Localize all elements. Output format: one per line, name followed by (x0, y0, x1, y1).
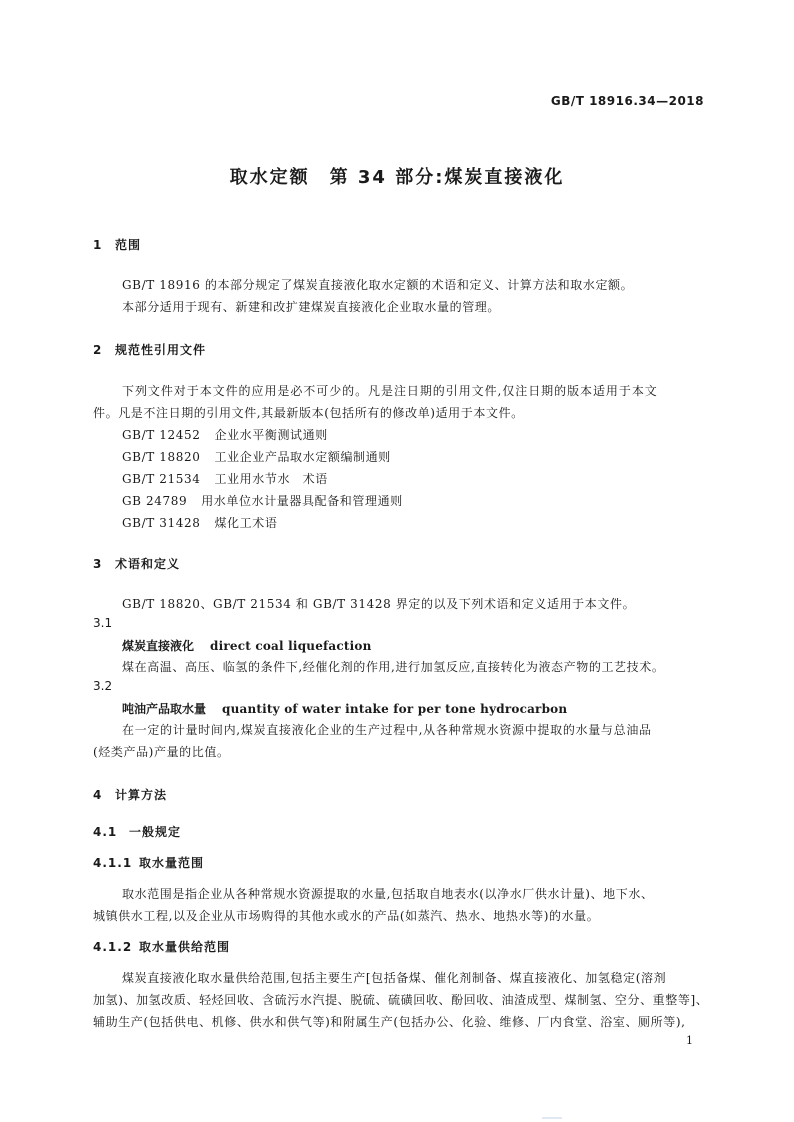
section-title: 规范性引用文件 (115, 343, 207, 357)
reference-title: 煤化工术语 (214, 516, 278, 530)
section-number: 2 (93, 343, 103, 357)
section-title: 术语和定义 (115, 557, 181, 571)
term-chinese: 煤炭直接液化 (122, 639, 195, 653)
subsection-4-1-heading (93, 823, 181, 840)
standard-number: GB/T 18916.34—2018 (550, 94, 704, 108)
reference-code: GB/T 12452 (122, 428, 201, 442)
subsection-4-1-1-heading (93, 854, 204, 871)
reference-title: 工业用水节水 术语 (214, 472, 328, 486)
page-number: 1 (686, 1034, 693, 1047)
reference-code: GB 24789 (122, 494, 188, 508)
paragraph-line: 煤炭直接液化取水量供给范围,包括主要生产[包括备煤、催化剂制备、煤直接液化、加氢稳定(溶剂 (122, 971, 667, 985)
section-number: 4 (93, 788, 103, 802)
section-4-heading (93, 786, 167, 803)
reference-title: 用水单位水计量器具配备和管理通则 (201, 494, 403, 508)
paragraph-line: 取水范围是指企业从各种常规水资源提取的水量,包括取自地表水(以净水厂供水计量)、地下水、 (122, 887, 654, 901)
subsection-title: 取水量范围 (139, 856, 205, 870)
paragraph-line: 辅助生产(包括供电、机修、供水和供气等)和附属生产(包括办公、化验、维修、厂内食堂、浴室、厕所等), (93, 1015, 686, 1029)
paragraph-line: 下列文件对于本文件的应用是必不可少的。凡是注日期的引用文件,仅注日期的版本适用于本文 (122, 384, 658, 398)
section-3-heading (93, 555, 180, 572)
normative-reference (122, 492, 403, 509)
section-number: 3 (93, 557, 103, 571)
section-title: 计算方法 (115, 788, 168, 802)
normative-reference (122, 514, 277, 531)
term-heading (122, 700, 567, 717)
paragraph-line: 加氢)、加氢改质、轻烃回收、含硫污水汽提、脱硫、硫磺回收、酚回收、油渣成型、煤制氢、空分、重整等]、 (93, 993, 709, 1007)
term-number: 3.2 (93, 679, 113, 693)
section-number: 1 (93, 238, 103, 252)
subsection-number: 4.1.2 (93, 940, 133, 954)
section-title: 范围 (115, 238, 142, 252)
reference-title: 工业企业产品取水定额编制通则 (214, 450, 391, 464)
subsection-4-1-2-heading (93, 938, 230, 955)
paragraph-line: 城镇供水工程,以及企业从市场购得的其他水或水的产品(如蒸汽、热水、地热水等)的水量。 (93, 909, 600, 923)
subsection-number: 4.1 (93, 825, 118, 839)
subsection-number: 4.1.1 (93, 856, 133, 870)
normative-reference (122, 470, 328, 487)
reference-code: GB/T 21534 (122, 472, 201, 486)
section-2-heading (93, 341, 206, 358)
reference-title: 企业水平衡测试通则 (214, 428, 328, 442)
paragraph: GB/T 18820、GB/T 21534 和 GB/T 31428 界定的以及下列术语和定义适用于本文件。 (122, 597, 636, 611)
document-title: 取水定额 第 34 部分:煤炭直接液化 (229, 167, 565, 188)
term-english: direct coal liquefaction (210, 639, 372, 653)
term-definition: 在一定的计量时间内,煤炭直接液化企业的生产过程中,从各种常规水资源中提取的水量与总油品 (122, 723, 652, 737)
normative-reference (122, 426, 328, 443)
footer-divider (542, 1117, 562, 1119)
term-definition: (烃类产品)产量的比值。 (93, 745, 230, 759)
term-number: 3.1 (93, 616, 113, 630)
section-1-heading (93, 236, 141, 253)
reference-code: GB/T 31428 (122, 516, 201, 530)
term-chinese: 吨油产品取水量 (122, 702, 207, 716)
term-definition: 煤在高温、高压、临氢的条件下,经催化剂的作用,进行加氢反应,直接转化为液态产物的工艺技术。 (122, 660, 665, 674)
paragraph: GB/T 18916 的本部分规定了煤炭直接液化取水定额的术语和定义、计算方法和取水定额。 (122, 278, 634, 292)
paragraph: 本部分适用于现有、新建和改扩建煤炭直接液化企业取水量的管理。 (122, 300, 501, 314)
subsection-title: 一般规定 (129, 825, 182, 839)
normative-reference (122, 448, 391, 465)
reference-code: GB/T 18820 (122, 450, 201, 464)
term-heading (122, 637, 372, 654)
term-english: quantity of water intake for per tone hydrocarbon (222, 702, 568, 716)
paragraph-line: 件。凡是不注日期的引用文件,其最新版本(包括所有的修改单)适用于本文件。 (93, 406, 524, 420)
subsection-title: 取水量供给范围 (139, 940, 231, 954)
